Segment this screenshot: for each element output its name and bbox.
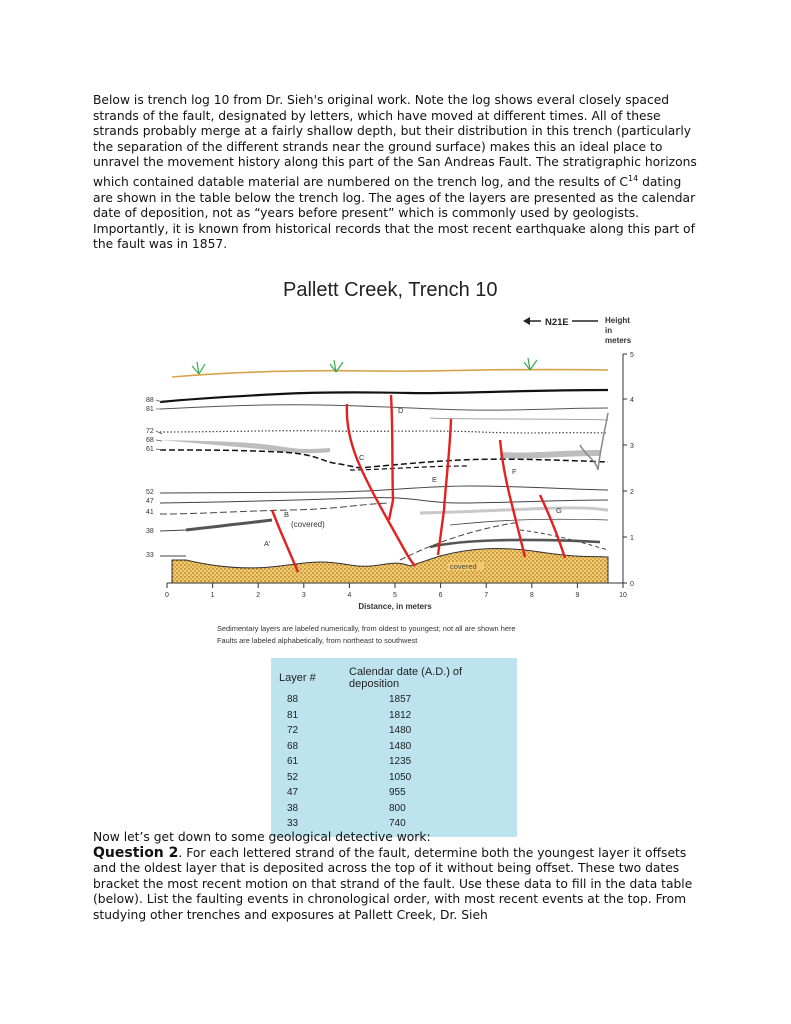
layer-label-52: 52 (146, 489, 154, 496)
layer-81-line (160, 405, 608, 410)
height-tick-3: 3 (630, 443, 634, 450)
layer-cell: 52 (287, 771, 299, 783)
distance-tick-3: 3 (301, 592, 306, 599)
date-cell: 1480 (389, 725, 412, 736)
fault-g (540, 495, 565, 558)
fault-label-f: F (512, 467, 517, 476)
layer-label-33: 33 (146, 552, 154, 559)
question-2-label: Question 2 (93, 844, 179, 861)
height-tick-1: 1 (630, 535, 634, 542)
distance-tick-10: 10 (619, 592, 627, 599)
fault-label-e: E (432, 475, 438, 484)
table-row (271, 739, 517, 755)
table-row (271, 708, 517, 724)
date-cell: 1235 (389, 756, 412, 767)
distance-tick-9: 9 (575, 592, 580, 599)
fault-label-b: B (284, 510, 290, 519)
distance-tick-2: 2 (256, 592, 261, 599)
figure-title: Pallett Creek, Trench 10 (283, 279, 498, 301)
date-table-header-layer: Layer # (279, 672, 316, 684)
layer-label-61: 61 (146, 446, 154, 453)
layer-88-line (160, 390, 608, 402)
distance-tick-1: 1 (210, 592, 215, 599)
layer-label-68: 68 (146, 437, 154, 444)
fault-label-d: D (398, 406, 404, 415)
intro-text-2: dating are shown in the table below the trench log. The ages of the layers are presented as the calendar date of deposition, not as “years before present” which is commonly used by geologists. Importantly, it is known from historical records that the most recent earthquake along this part of the fault was in 1857. (93, 175, 696, 252)
layer-38-line (186, 520, 272, 530)
layer-cell: 33 (287, 818, 299, 829)
date-cell: 800 (389, 802, 406, 814)
height-tick-5: 5 (630, 352, 634, 359)
date-cell: 1480 (389, 740, 412, 752)
height-tick-2: 2 (630, 489, 634, 496)
sediment-base (172, 549, 608, 583)
layer-cell: 47 (287, 787, 299, 798)
layer-label-72: 72 (146, 428, 154, 435)
height-axis-title-2: in (605, 326, 613, 335)
question-2-paragraph (93, 846, 705, 924)
layer-52-line (160, 486, 608, 493)
table-row (271, 770, 517, 786)
distance-axis (165, 583, 627, 611)
layer-cell: 81 (287, 709, 299, 721)
date-cell: 1812 (389, 709, 412, 721)
fault-strands (272, 395, 565, 572)
figure-caption-1: Sedimentary layers are labeled numerically, from oldest to youngest; not all are shown here (217, 624, 516, 633)
date-cell: 740 (389, 818, 406, 829)
layer-cell: 61 (287, 756, 299, 767)
layer-cell: 68 (287, 740, 299, 752)
distance-tick-0: 0 (165, 592, 169, 599)
fault-label-c: C (359, 453, 365, 462)
distance-tick-4: 4 (347, 592, 352, 599)
layer-label-47: 47 (146, 498, 154, 505)
layer-cell: 72 (287, 725, 299, 736)
distance-axis-title: Distance, in meters (358, 602, 432, 611)
question-2-text: . For each lettered strand of the fault, determine both the youngest layer it offsets and the oldest layer that is deposited across the top of it without being offset. These two dates bracket the most recent motion on that strand of the fault. Use these data to fill in the data table (below). List the faulting events in chronological order, with most recent events at the top. From studying other trenches and exposures at Pallett Creek, Dr. Sieh (93, 845, 693, 922)
figure-caption-2: Faults are labeled alphabetically, from northeast to southwest (217, 636, 418, 645)
fault-d (389, 395, 393, 520)
fault-label-g: G (556, 506, 562, 515)
layer-label-81: 81 (146, 406, 154, 413)
layer-41-line (160, 503, 390, 514)
c14-superscript: 14 (627, 173, 639, 183)
height-axis-title-1: Height (605, 316, 630, 325)
layer-label-88: 88 (146, 397, 154, 404)
distance-tick-7: 7 (484, 592, 489, 599)
height-axis-title-3: meters (605, 336, 632, 345)
height-tick-4: 4 (630, 397, 634, 404)
covered-label-lower: covered (450, 562, 477, 571)
distance-tick-6: 6 (438, 592, 443, 599)
intro-text-1: Below is trench log 10 from Dr. Sieh's original work. Note the log shows everal closely spaced strands of the fault, designated by letters, which have moved at different times. All of these strands probably merge at a fairly shallow depth, but their distribution in this trench (particularly the separation of the different strands near the ground surface) makes this an ideal place to unravel the movement history along this part of the San Andreas Fault. The stratigraphic horizons which contained datable material are numbered on the trench log, and the results of C (93, 93, 697, 190)
layer-72-line (160, 431, 608, 433)
table-row (271, 723, 517, 739)
layer-label-38: 38 (146, 528, 154, 535)
question-section (93, 830, 705, 924)
layer-cell: 38 (287, 802, 299, 814)
height-tick-0: 0 (630, 581, 634, 588)
distance-tick-5: 5 (393, 592, 397, 599)
table-row (271, 785, 517, 801)
covered-label-upper: (covered) (291, 520, 325, 529)
layer-labels (146, 397, 154, 559)
fault-c (347, 404, 415, 566)
date-cell: 955 (389, 787, 406, 798)
date-table-header-date: Calendar date (A.D.) of deposition (349, 666, 463, 690)
layer-label-41: 41 (146, 509, 154, 516)
table-row (271, 801, 517, 817)
distance-tick-8: 8 (529, 592, 534, 599)
height-axis (623, 352, 634, 588)
layer-cell: 88 (287, 694, 299, 705)
date-cell: 1857 (389, 694, 412, 705)
date-table (271, 658, 517, 837)
date-cell: 1050 (389, 771, 412, 783)
orientation-label: N21E (545, 317, 569, 328)
fault-label-a: A' (264, 539, 271, 548)
table-row (271, 692, 517, 708)
orientation-indicator (523, 317, 598, 328)
lead-line: Now let’s get down to some geological detective work: (93, 830, 431, 844)
ground-surface (172, 369, 608, 377)
table-row (271, 754, 517, 770)
